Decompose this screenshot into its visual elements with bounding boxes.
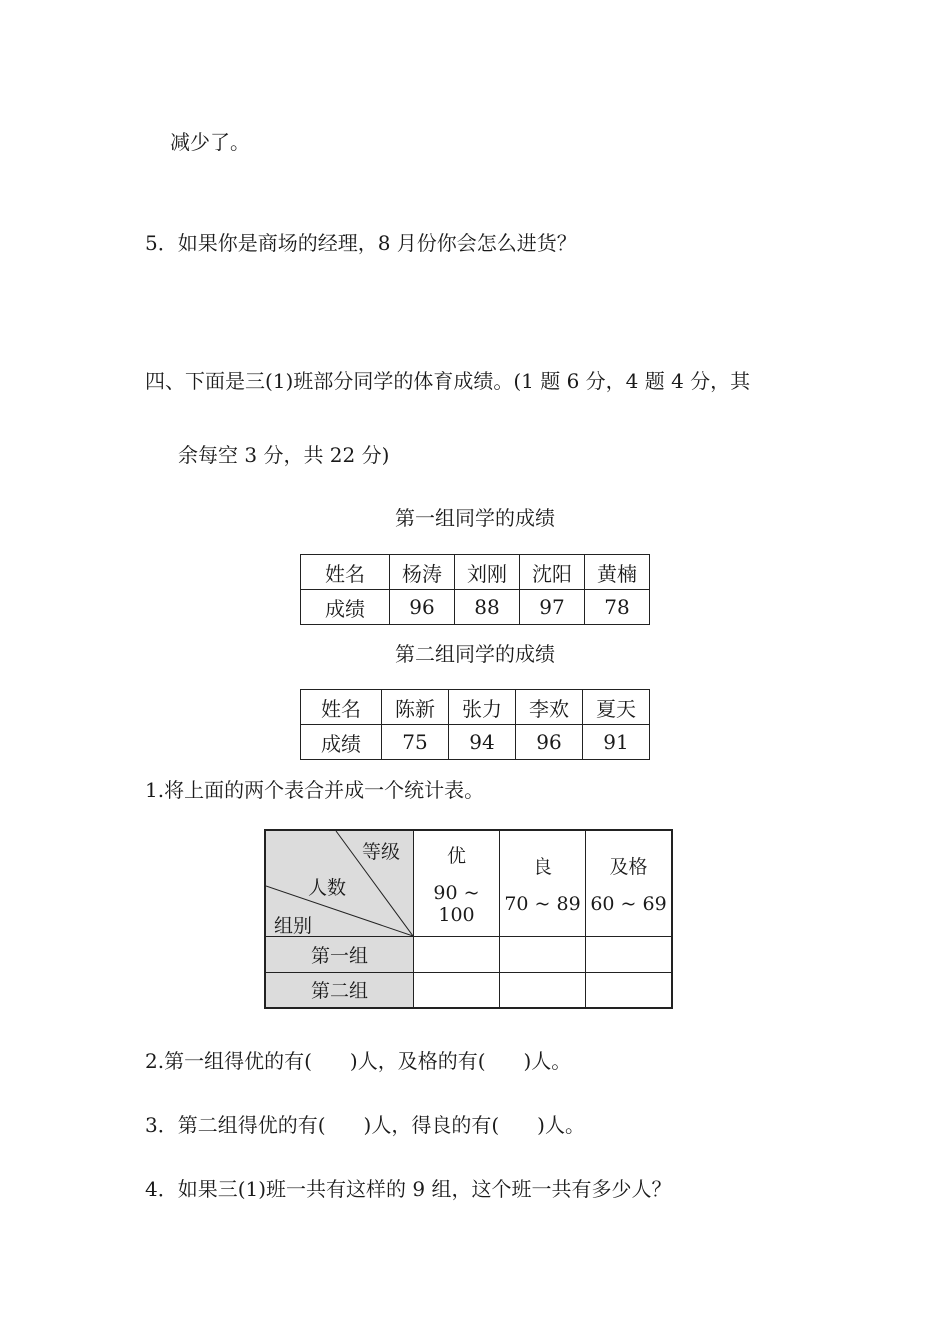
answer-cell[interactable]: [500, 937, 586, 973]
row-label-group2: 第二组: [265, 973, 414, 1008]
table-cell: 夏天: [583, 690, 650, 725]
header-excellent: [414, 830, 500, 937]
question-1: 1.将上面的两个表合并成一个统计表。: [145, 778, 485, 802]
table-cell: 沈阳: [520, 555, 585, 590]
answer-cell[interactable]: [586, 937, 673, 973]
question-5: 5．如果你是商场的经理，8 月份你会怎么进货？: [145, 231, 577, 255]
table-cell: 姓名: [301, 555, 390, 590]
q2-part-a: 2.第一组得优的有(: [145, 1049, 312, 1073]
table-cell: 75: [382, 725, 449, 760]
q2-part-c: )人。: [523, 1049, 572, 1073]
table-cell: 陈新: [382, 690, 449, 725]
group2-score-table: [300, 689, 650, 760]
answer-cell[interactable]: [500, 973, 586, 1008]
grade-label: 及格: [609, 856, 648, 878]
corner-label-count: 人数: [308, 877, 347, 899]
table1-caption: 第一组同学的成绩: [395, 506, 555, 530]
table-cell: 刘刚: [455, 555, 520, 590]
table-row: [301, 725, 650, 760]
group1-score-table: [300, 554, 650, 625]
answer-cell[interactable]: [414, 973, 500, 1008]
table-row: [265, 973, 672, 1008]
table-cell: 成绩: [301, 590, 390, 625]
question-2: [145, 1047, 571, 1075]
q3-part-a: 3．第二组得优的有(: [145, 1113, 326, 1137]
table-row: [301, 555, 650, 590]
table-cell: 91: [583, 725, 650, 760]
table2-caption: 第二组同学的成绩: [395, 642, 555, 666]
q3-part-c: )人。: [537, 1113, 585, 1137]
table-row: [301, 690, 650, 725]
table-cell: 88: [455, 590, 520, 625]
grade-range: 60 ~ 69: [590, 893, 667, 915]
combined-stat-table: [264, 829, 673, 1009]
row-label-group1: 第一组: [265, 937, 414, 973]
header-good: [500, 830, 586, 937]
table-cell: 李欢: [516, 690, 583, 725]
q3-part-b: )人，得良的有(: [363, 1113, 500, 1137]
table-cell: 96: [390, 590, 455, 625]
corner-label-grade: 等级: [362, 841, 401, 863]
grade-label: 良: [532, 856, 552, 878]
grade-range: 90 ~ 100: [433, 882, 480, 926]
table-cell: 94: [449, 725, 516, 760]
header-pass: [586, 830, 673, 937]
grade-label: 优: [446, 845, 466, 867]
table-cell: 黄楠: [585, 555, 650, 590]
section-4-heading-cont: 余每空 3 分，共 22 分): [178, 443, 390, 467]
text-line-1: 减少了。: [170, 130, 250, 154]
table-cell: 张力: [449, 690, 516, 725]
answer-cell[interactable]: [586, 973, 673, 1008]
question-3: [145, 1111, 585, 1139]
section-4-heading: 四、下面是三(1)班部分同学的体育成绩。(1 题 6 分，4 题 4 分，其: [145, 369, 751, 393]
table-row: [265, 830, 672, 937]
table-cell: 杨涛: [390, 555, 455, 590]
table-cell: 96: [516, 725, 583, 760]
answer-cell[interactable]: [414, 937, 500, 973]
q2-part-b: )人，及格的有(: [349, 1049, 486, 1073]
table-cell: 78: [585, 590, 650, 625]
grade-range: 70 ~ 89: [504, 893, 581, 915]
table-row: [301, 590, 650, 625]
table-cell: 成绩: [301, 725, 382, 760]
table-cell: 97: [520, 590, 585, 625]
question-4: 4．如果三(1)班一共有这样的 9 组，这个班一共有多少人？: [145, 1177, 672, 1201]
table-row: [265, 937, 672, 973]
corner-label-group: 组别: [274, 915, 313, 937]
diagonal-header-cell: [265, 830, 414, 937]
table-cell: 姓名: [301, 690, 382, 725]
